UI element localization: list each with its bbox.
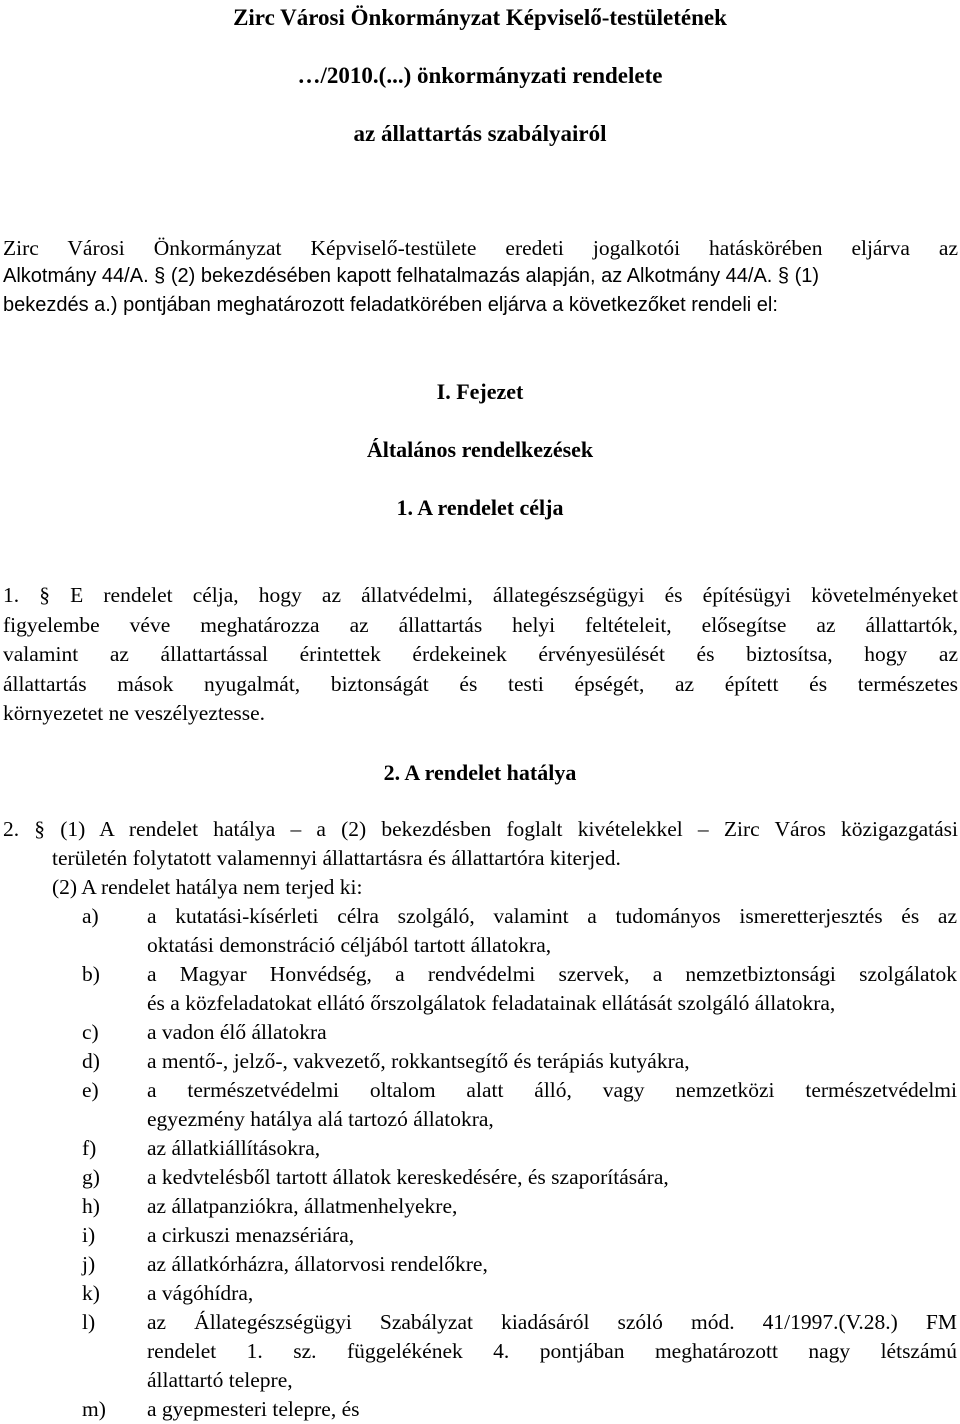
list-item-text: a vágóhídra, [147, 1281, 254, 1305]
preamble-line-1: Zirc Városi Önkormányzat Képviselő-testülete eredeti jogalkotói hatáskörében eljárva az [3, 236, 958, 260]
list-item-text: egyezmény hatálya alá tartozó állatokra, [147, 1107, 494, 1131]
list-label: e) [82, 1078, 99, 1102]
list-item-text: a kutatási-kísérleti célra szolgáló, valamint a tudományos ismeretterjesztés és az [147, 904, 957, 928]
chapter-number: I. Fejezet [436, 379, 524, 404]
list-item-text: a gyepmesteri telepre, és [147, 1397, 360, 1421]
list-item-text: rendelet 1. sz. függelékének 4. pontjában meghatározott nagy létszámú [147, 1339, 957, 1363]
chapter-title: Általános rendelkezések [366, 437, 594, 462]
title-line-council: Zirc Városi Önkormányzat Képviselő-testületének [233, 5, 727, 30]
list-item-text: és a közfeladatokat ellátó őrszolgálatok feladatainak ellátását szolgáló állatokra, [147, 991, 836, 1015]
section2-p2-intro: (2) A rendelet hatálya nem terjed ki: [52, 875, 363, 899]
section1-line-1: 1. § E rendelet célja, hogy az állatvédelmi, állategészségügyi és építésügyi követelményeket [3, 583, 958, 607]
list-label: i) [82, 1223, 96, 1247]
title-line-subject: az állattartás szabályairól [353, 121, 607, 146]
list-item-text: az állatkórházra, állatorvosi rendelőkre, [147, 1252, 488, 1276]
list-label: k) [82, 1281, 100, 1305]
list-item-text: oktatási demonstráció céljából tartott állatokra, [147, 933, 552, 957]
list-label: b) [82, 962, 100, 986]
list-item-text: a kedvtelésből tartott állatok kereskedésére, és szaporítására, [147, 1165, 669, 1189]
list-label: h) [82, 1194, 100, 1218]
section-heading-scope: 2. A rendelet hatálya [383, 760, 577, 785]
section-heading-purpose: 1. A rendelet célja [396, 495, 564, 520]
section2-p1-line-1: 2. § (1) A rendelet hatálya – a (2) bekezdésben foglalt kivételekkel – Zirc Város közigazgatási [3, 817, 958, 841]
list-label: l) [82, 1310, 96, 1334]
list-label: c) [82, 1020, 99, 1044]
list-item-text: a vadon élő állatokra [147, 1020, 327, 1044]
list-label: j) [82, 1252, 96, 1276]
preamble-line-2: Alkotmány 44/A. § (2) bekezdésében kapott felhatalmazás alapján, az Alkotmány 44/A. § (1) [3, 265, 820, 287]
list-item-text: állattartó telepre, [147, 1368, 293, 1392]
section1-line-2: figyelembe véve meghatározza az állattartás helyi feltételeit, elősegítse az állattartók, [3, 613, 958, 637]
list-label: f) [82, 1136, 97, 1160]
list-label: g) [82, 1165, 100, 1189]
section1-line-4: állattartás mások nyugalmát, biztonságát és testi épségét, az épített és természetes [3, 672, 958, 696]
section2-p1-line-2: területén folytatott valamennyi állattartásra és állattartóra kiterjed. [52, 846, 621, 870]
list-item-text: a mentő-, jelző-, vakvezető, rokkantsegítő és terápiás kutyákra, [147, 1049, 690, 1073]
section1-line-3: valamint az állattartással érintettek érdekeinek érvényesülését és biztosítsa, hogy az [3, 642, 958, 666]
list-label: a) [82, 904, 99, 928]
section1-line-5: környezetet ne veszélyeztesse. [3, 701, 266, 725]
preamble-line-3: bekezdés a.) pontjában meghatározott feladatkörében eljárva a következőket rendeli el: [3, 294, 778, 316]
title-line-decree-number: …/2010.(...) önkormányzati rendelete [297, 63, 663, 88]
list-label: m) [82, 1397, 106, 1421]
list-item-text: az állatpanziókra, állatmenhelyekre, [147, 1194, 458, 1218]
list-item-text: a cirkuszi menazsériára, [147, 1223, 355, 1247]
list-label: d) [82, 1049, 100, 1073]
list-item-text: a természetvédelmi oltalom alatt álló, vagy nemzetközi természetvédelmi [147, 1078, 957, 1102]
list-item-text: az állatkiállításokra, [147, 1136, 321, 1160]
list-item-text: az Állategészségügyi Szabályzat kiadásáról szóló mód. 41/1997.(V.28.) FM [147, 1310, 957, 1334]
list-item-text: a Magyar Honvédség, a rendvédelmi szervek, a nemzetbiztonsági szolgálatok [147, 962, 957, 986]
